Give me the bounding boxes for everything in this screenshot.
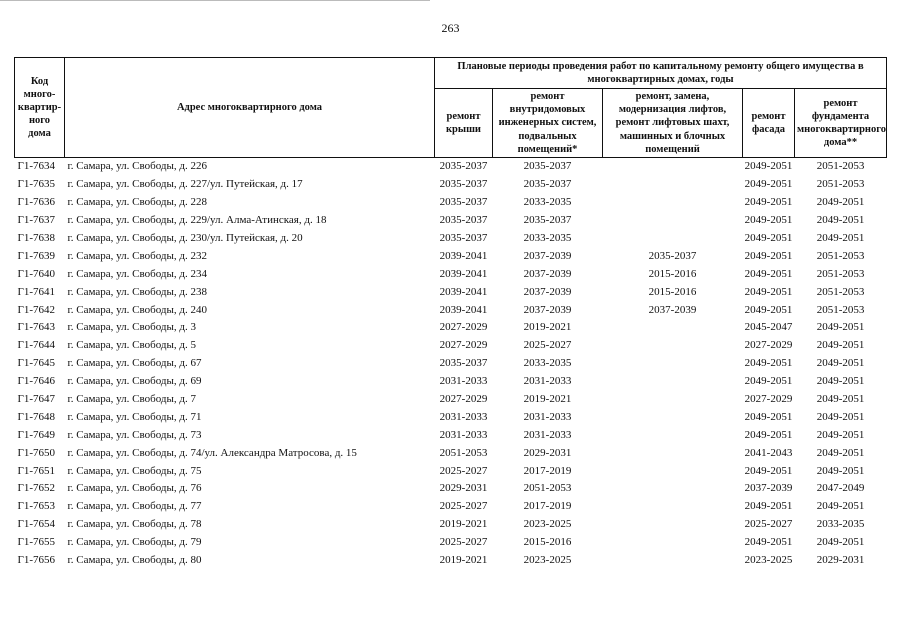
cell-code: Г1-7639 bbox=[17, 249, 56, 262]
col-systems-header: ремонт внутридомовых инженерных систем, подвальных помещений* bbox=[493, 89, 603, 158]
table-row bbox=[15, 283, 887, 301]
cell-facade: 2049-2051 bbox=[744, 249, 793, 262]
cell-lifts bbox=[603, 158, 743, 176]
cell-address: г. Самара, ул. Свободы, д. 5 bbox=[67, 339, 196, 352]
cell-systems: 2035-2037 bbox=[523, 178, 572, 191]
cell-roof: 2025-2027 bbox=[439, 464, 488, 477]
cell-address: г. Самара, ул. Свободы, д. 76 bbox=[67, 482, 202, 495]
cell-lifts bbox=[603, 462, 743, 480]
cell-roof: 2019-2021 bbox=[439, 554, 488, 567]
cell-code: Г1-7645 bbox=[17, 357, 56, 370]
cell-systems: 2025-2027 bbox=[523, 339, 572, 352]
col-address-header: Адрес многоквартирного дома bbox=[65, 58, 435, 158]
cell-code: Г1-7636 bbox=[17, 196, 56, 209]
cell-foundation: 2049-2051 bbox=[816, 464, 865, 477]
cell-roof: 2039-2041 bbox=[439, 249, 488, 262]
table-row bbox=[15, 391, 887, 409]
cell-facade: 2049-2051 bbox=[744, 303, 793, 316]
cell-lifts bbox=[603, 534, 743, 552]
cell-lifts bbox=[603, 516, 743, 534]
cell-systems: 2035-2037 bbox=[523, 214, 572, 227]
cell-facade: 2049-2051 bbox=[744, 267, 793, 280]
table-row bbox=[15, 158, 887, 176]
cell-facade: 2023-2025 bbox=[744, 554, 793, 567]
cell-roof: 2035-2037 bbox=[439, 214, 488, 227]
cell-address: г. Самара, ул. Свободы, д. 69 bbox=[67, 375, 202, 388]
cell-lifts bbox=[603, 230, 743, 248]
cell-facade: 2049-2051 bbox=[744, 214, 793, 227]
cell-address: г. Самара, ул. Свободы, д. 232 bbox=[67, 249, 207, 262]
cell-roof: 2031-2033 bbox=[439, 428, 488, 441]
cell-lifts bbox=[603, 176, 743, 194]
cell-address: г. Самара, ул. Свободы, д. 77 bbox=[67, 500, 202, 513]
cell-address: г. Самара, ул. Свободы, д. 80 bbox=[67, 554, 202, 567]
cell-systems: 2035-2037 bbox=[493, 158, 603, 176]
cell-code: Г1-7651 bbox=[17, 464, 56, 477]
cell-roof: 2025-2027 bbox=[439, 536, 488, 549]
table-body bbox=[15, 158, 887, 570]
cell-foundation: 2049-2051 bbox=[816, 500, 865, 513]
cell-address: г. Самара, ул. Свободы, д. 78 bbox=[67, 518, 202, 531]
cell-address: г. Самара, ул. Свободы, д. 7 bbox=[67, 393, 196, 406]
cell-facade: 2049-2051 bbox=[744, 285, 793, 298]
cell-address: г. Самара, ул. Свободы, д. 230/ул. Путейская, д. 20 bbox=[67, 232, 303, 244]
cell-systems: 2031-2033 bbox=[523, 410, 572, 423]
table-row bbox=[15, 498, 887, 516]
cell-roof: 2035-2037 bbox=[439, 178, 488, 191]
table-row bbox=[15, 337, 887, 355]
cell-facade: 2045-2047 bbox=[744, 321, 793, 334]
cell-address: г. Самара, ул. Свободы, д. 226 bbox=[65, 158, 435, 176]
cell-roof: 2035-2037 bbox=[439, 357, 488, 370]
cell-code: Г1-7635 bbox=[17, 178, 56, 191]
cell-lifts bbox=[603, 212, 743, 230]
cell-foundation: 2049-2051 bbox=[816, 536, 865, 549]
cell-address: г. Самара, ул. Свободы, д. 73 bbox=[67, 428, 202, 441]
cell-systems: 2033-2035 bbox=[523, 232, 572, 244]
cell-facade: 2049-2051 bbox=[744, 357, 793, 370]
cell-roof: 2029-2031 bbox=[439, 482, 488, 495]
cell-facade: 2025-2027 bbox=[744, 518, 793, 531]
cell-systems: 2017-2019 bbox=[523, 464, 572, 477]
cell-address: г. Самара, ул. Свободы, д. 228 bbox=[67, 196, 207, 209]
table-row bbox=[15, 373, 887, 391]
cell-foundation: 2049-2051 bbox=[816, 321, 865, 334]
cell-foundation: 2033-2035 bbox=[816, 518, 865, 531]
capital-repair-table bbox=[14, 57, 887, 569]
cell-facade: 2049-2051 bbox=[744, 232, 793, 244]
cell-lifts bbox=[603, 552, 743, 570]
cell-address: г. Самара, ул. Свободы, д. 227/ул. Путейская, д. 17 bbox=[67, 178, 303, 191]
cell-address: г. Самара, ул. Свободы, д. 229/ул. Алма-Атинская, д. 18 bbox=[67, 214, 327, 227]
table-row bbox=[15, 408, 887, 426]
cell-lifts bbox=[603, 355, 743, 373]
cell-code: Г1-7647 bbox=[17, 393, 56, 406]
cell-systems: 2031-2033 bbox=[523, 375, 572, 388]
cell-code: Г1-7652 bbox=[17, 482, 56, 495]
cell-roof: 2031-2033 bbox=[439, 375, 488, 388]
table-row bbox=[15, 301, 887, 319]
col-lifts-header: ремонт, замена, модернизация лифтов, ремонт лифтовых шахт, машинных и блочных помещений bbox=[603, 89, 743, 158]
cell-roof: 2035-2037 bbox=[439, 196, 488, 209]
cell-code: Г1-7649 bbox=[17, 428, 56, 441]
top-rule bbox=[0, 0, 430, 1]
cell-lifts: 2035-2037 bbox=[648, 249, 697, 262]
table-row bbox=[15, 212, 887, 230]
cell-address: г. Самара, ул. Свободы, д. 3 bbox=[67, 321, 196, 334]
cell-lifts bbox=[603, 194, 743, 212]
cell-address: г. Самара, ул. Свободы, д. 234 bbox=[67, 267, 207, 280]
cell-code: Г1-7634 bbox=[15, 158, 65, 176]
cell-facade: 2037-2039 bbox=[744, 482, 793, 495]
cell-systems: 2051-2053 bbox=[523, 482, 572, 495]
cell-foundation: 2051-2053 bbox=[816, 285, 865, 298]
cell-lifts bbox=[603, 391, 743, 409]
table-row bbox=[15, 265, 887, 283]
cell-foundation: 2049-2051 bbox=[816, 375, 865, 388]
cell-systems: 2015-2016 bbox=[523, 536, 572, 549]
cell-foundation: 2029-2031 bbox=[816, 554, 865, 567]
cell-code: Г1-7650 bbox=[17, 446, 56, 459]
cell-lifts: 2037-2039 bbox=[648, 303, 697, 316]
cell-facade: 2049-2051 bbox=[744, 196, 793, 209]
col-code-header: Код много-квартир-ного дома bbox=[15, 58, 65, 158]
cell-code: Г1-7637 bbox=[17, 214, 56, 227]
cell-facade: 2041-2043 bbox=[744, 446, 793, 459]
cell-code: Г1-7654 bbox=[17, 518, 56, 531]
cell-lifts bbox=[603, 373, 743, 391]
cell-facade: 2049-2051 bbox=[743, 158, 795, 176]
cell-lifts bbox=[603, 408, 743, 426]
cell-address: г. Самара, ул. Свободы, д. 75 bbox=[67, 464, 202, 477]
table-row bbox=[15, 319, 887, 337]
cell-roof: 2027-2029 bbox=[439, 339, 488, 352]
cell-address: г. Самара, ул. Свободы, д. 74/ул. Александра Матросова, д. 15 bbox=[67, 446, 357, 459]
cell-systems: 2019-2021 bbox=[523, 321, 572, 334]
cell-roof: 2035-2037 bbox=[435, 158, 493, 176]
cell-lifts bbox=[603, 480, 743, 498]
col-foundation-header: ремонт фундамента многоквартирного дома** bbox=[795, 89, 887, 158]
cell-code: Г1-7644 bbox=[17, 339, 56, 352]
table-row bbox=[15, 194, 887, 212]
cell-foundation: 2049-2051 bbox=[816, 428, 865, 441]
cell-systems: 2037-2039 bbox=[523, 249, 572, 262]
col-facade-header: ремонт фасада bbox=[743, 89, 795, 158]
cell-roof: 2027-2029 bbox=[439, 321, 488, 334]
cell-roof: 2035-2037 bbox=[439, 232, 488, 244]
table-row bbox=[15, 247, 887, 265]
cell-roof: 2039-2041 bbox=[439, 267, 488, 280]
cell-systems: 2019-2021 bbox=[523, 393, 572, 406]
cell-code: Г1-7638 bbox=[17, 232, 56, 244]
cell-roof: 2027-2029 bbox=[439, 393, 488, 406]
table-row bbox=[15, 355, 887, 373]
cell-roof: 2031-2033 bbox=[439, 410, 488, 423]
cell-lifts bbox=[603, 444, 743, 462]
cell-foundation: 2049-2051 bbox=[816, 214, 865, 227]
cell-foundation: 2049-2051 bbox=[816, 410, 865, 423]
table-row bbox=[15, 444, 887, 462]
cell-facade: 2049-2051 bbox=[744, 410, 793, 423]
cell-foundation: 2051-2053 bbox=[816, 249, 865, 262]
cell-foundation: 2051-2053 bbox=[816, 303, 865, 316]
cell-foundation: 2051-2053 bbox=[816, 178, 865, 191]
cell-lifts bbox=[603, 319, 743, 337]
cell-facade: 2049-2051 bbox=[744, 375, 793, 388]
cell-systems: 2017-2019 bbox=[523, 500, 572, 513]
table-row bbox=[15, 230, 887, 248]
table-row bbox=[15, 480, 887, 498]
cell-code: Г1-7641 bbox=[17, 285, 56, 298]
table-row bbox=[15, 462, 887, 480]
cell-foundation: 2051-2053 bbox=[816, 267, 865, 280]
cell-foundation: 2049-2051 bbox=[816, 393, 865, 406]
cell-systems: 2031-2033 bbox=[523, 428, 572, 441]
cell-code: Г1-7653 bbox=[17, 500, 56, 513]
cell-code: Г1-7656 bbox=[17, 554, 56, 567]
cell-systems: 2037-2039 bbox=[523, 303, 572, 316]
cell-roof: 2019-2021 bbox=[439, 518, 488, 531]
cell-roof: 2039-2041 bbox=[439, 285, 488, 298]
cell-systems: 2033-2035 bbox=[523, 357, 572, 370]
cell-facade: 2049-2051 bbox=[744, 536, 793, 549]
cell-foundation: 2051-2053 bbox=[795, 158, 887, 176]
cell-foundation: 2049-2051 bbox=[816, 357, 865, 370]
cell-systems: 2037-2039 bbox=[523, 285, 572, 298]
cell-lifts bbox=[603, 498, 743, 516]
cell-roof: 2025-2027 bbox=[439, 500, 488, 513]
cell-facade: 2027-2029 bbox=[744, 339, 793, 352]
cell-facade: 2049-2051 bbox=[744, 464, 793, 477]
cell-foundation: 2047-2049 bbox=[816, 482, 865, 495]
cell-code: Г1-7640 bbox=[17, 267, 56, 280]
cell-address: г. Самара, ул. Свободы, д. 240 bbox=[67, 303, 207, 316]
cell-facade: 2049-2051 bbox=[744, 178, 793, 191]
cell-lifts: 2015-2016 bbox=[648, 285, 697, 298]
cell-lifts: 2015-2016 bbox=[648, 267, 697, 280]
cell-roof: 2051-2053 bbox=[439, 446, 488, 459]
cell-code: Г1-7642 bbox=[17, 303, 56, 316]
cell-foundation: 2049-2051 bbox=[816, 232, 865, 244]
cell-address: г. Самара, ул. Свободы, д. 238 bbox=[67, 285, 207, 298]
cell-facade: 2049-2051 bbox=[744, 428, 793, 441]
cell-address: г. Самара, ул. Свободы, д. 67 bbox=[67, 357, 202, 370]
cell-systems: 2029-2031 bbox=[523, 446, 572, 459]
col-group-header: Плановые периоды проведения работ по капитальному ремонту общего имущества в многоквартирных домах, годы bbox=[435, 58, 887, 89]
cell-facade: 2027-2029 bbox=[744, 393, 793, 406]
cell-lifts bbox=[603, 337, 743, 355]
table-row bbox=[15, 552, 887, 570]
table-row bbox=[15, 176, 887, 194]
cell-address: г. Самара, ул. Свободы, д. 79 bbox=[67, 536, 202, 549]
cell-code: Г1-7643 bbox=[17, 321, 56, 334]
cell-code: Г1-7655 bbox=[17, 536, 56, 549]
table-row bbox=[15, 516, 887, 534]
table-row bbox=[15, 534, 887, 552]
cell-facade: 2049-2051 bbox=[744, 500, 793, 513]
cell-foundation: 2049-2051 bbox=[816, 339, 865, 352]
cell-code: Г1-7646 bbox=[17, 375, 56, 388]
cell-code: Г1-7648 bbox=[17, 410, 56, 423]
cell-systems: 2023-2025 bbox=[523, 554, 572, 567]
page-number: 263 bbox=[441, 21, 460, 35]
cell-lifts bbox=[603, 426, 743, 444]
cell-foundation: 2049-2051 bbox=[816, 196, 865, 209]
col-roof-header: ремонт крыши bbox=[435, 89, 493, 158]
cell-address: г. Самара, ул. Свободы, д. 71 bbox=[67, 410, 202, 423]
cell-systems: 2033-2035 bbox=[523, 196, 572, 209]
cell-roof: 2039-2041 bbox=[439, 303, 488, 316]
cell-foundation: 2049-2051 bbox=[816, 446, 865, 459]
table-row bbox=[15, 426, 887, 444]
cell-systems: 2023-2025 bbox=[523, 518, 572, 531]
cell-systems: 2037-2039 bbox=[523, 267, 572, 280]
